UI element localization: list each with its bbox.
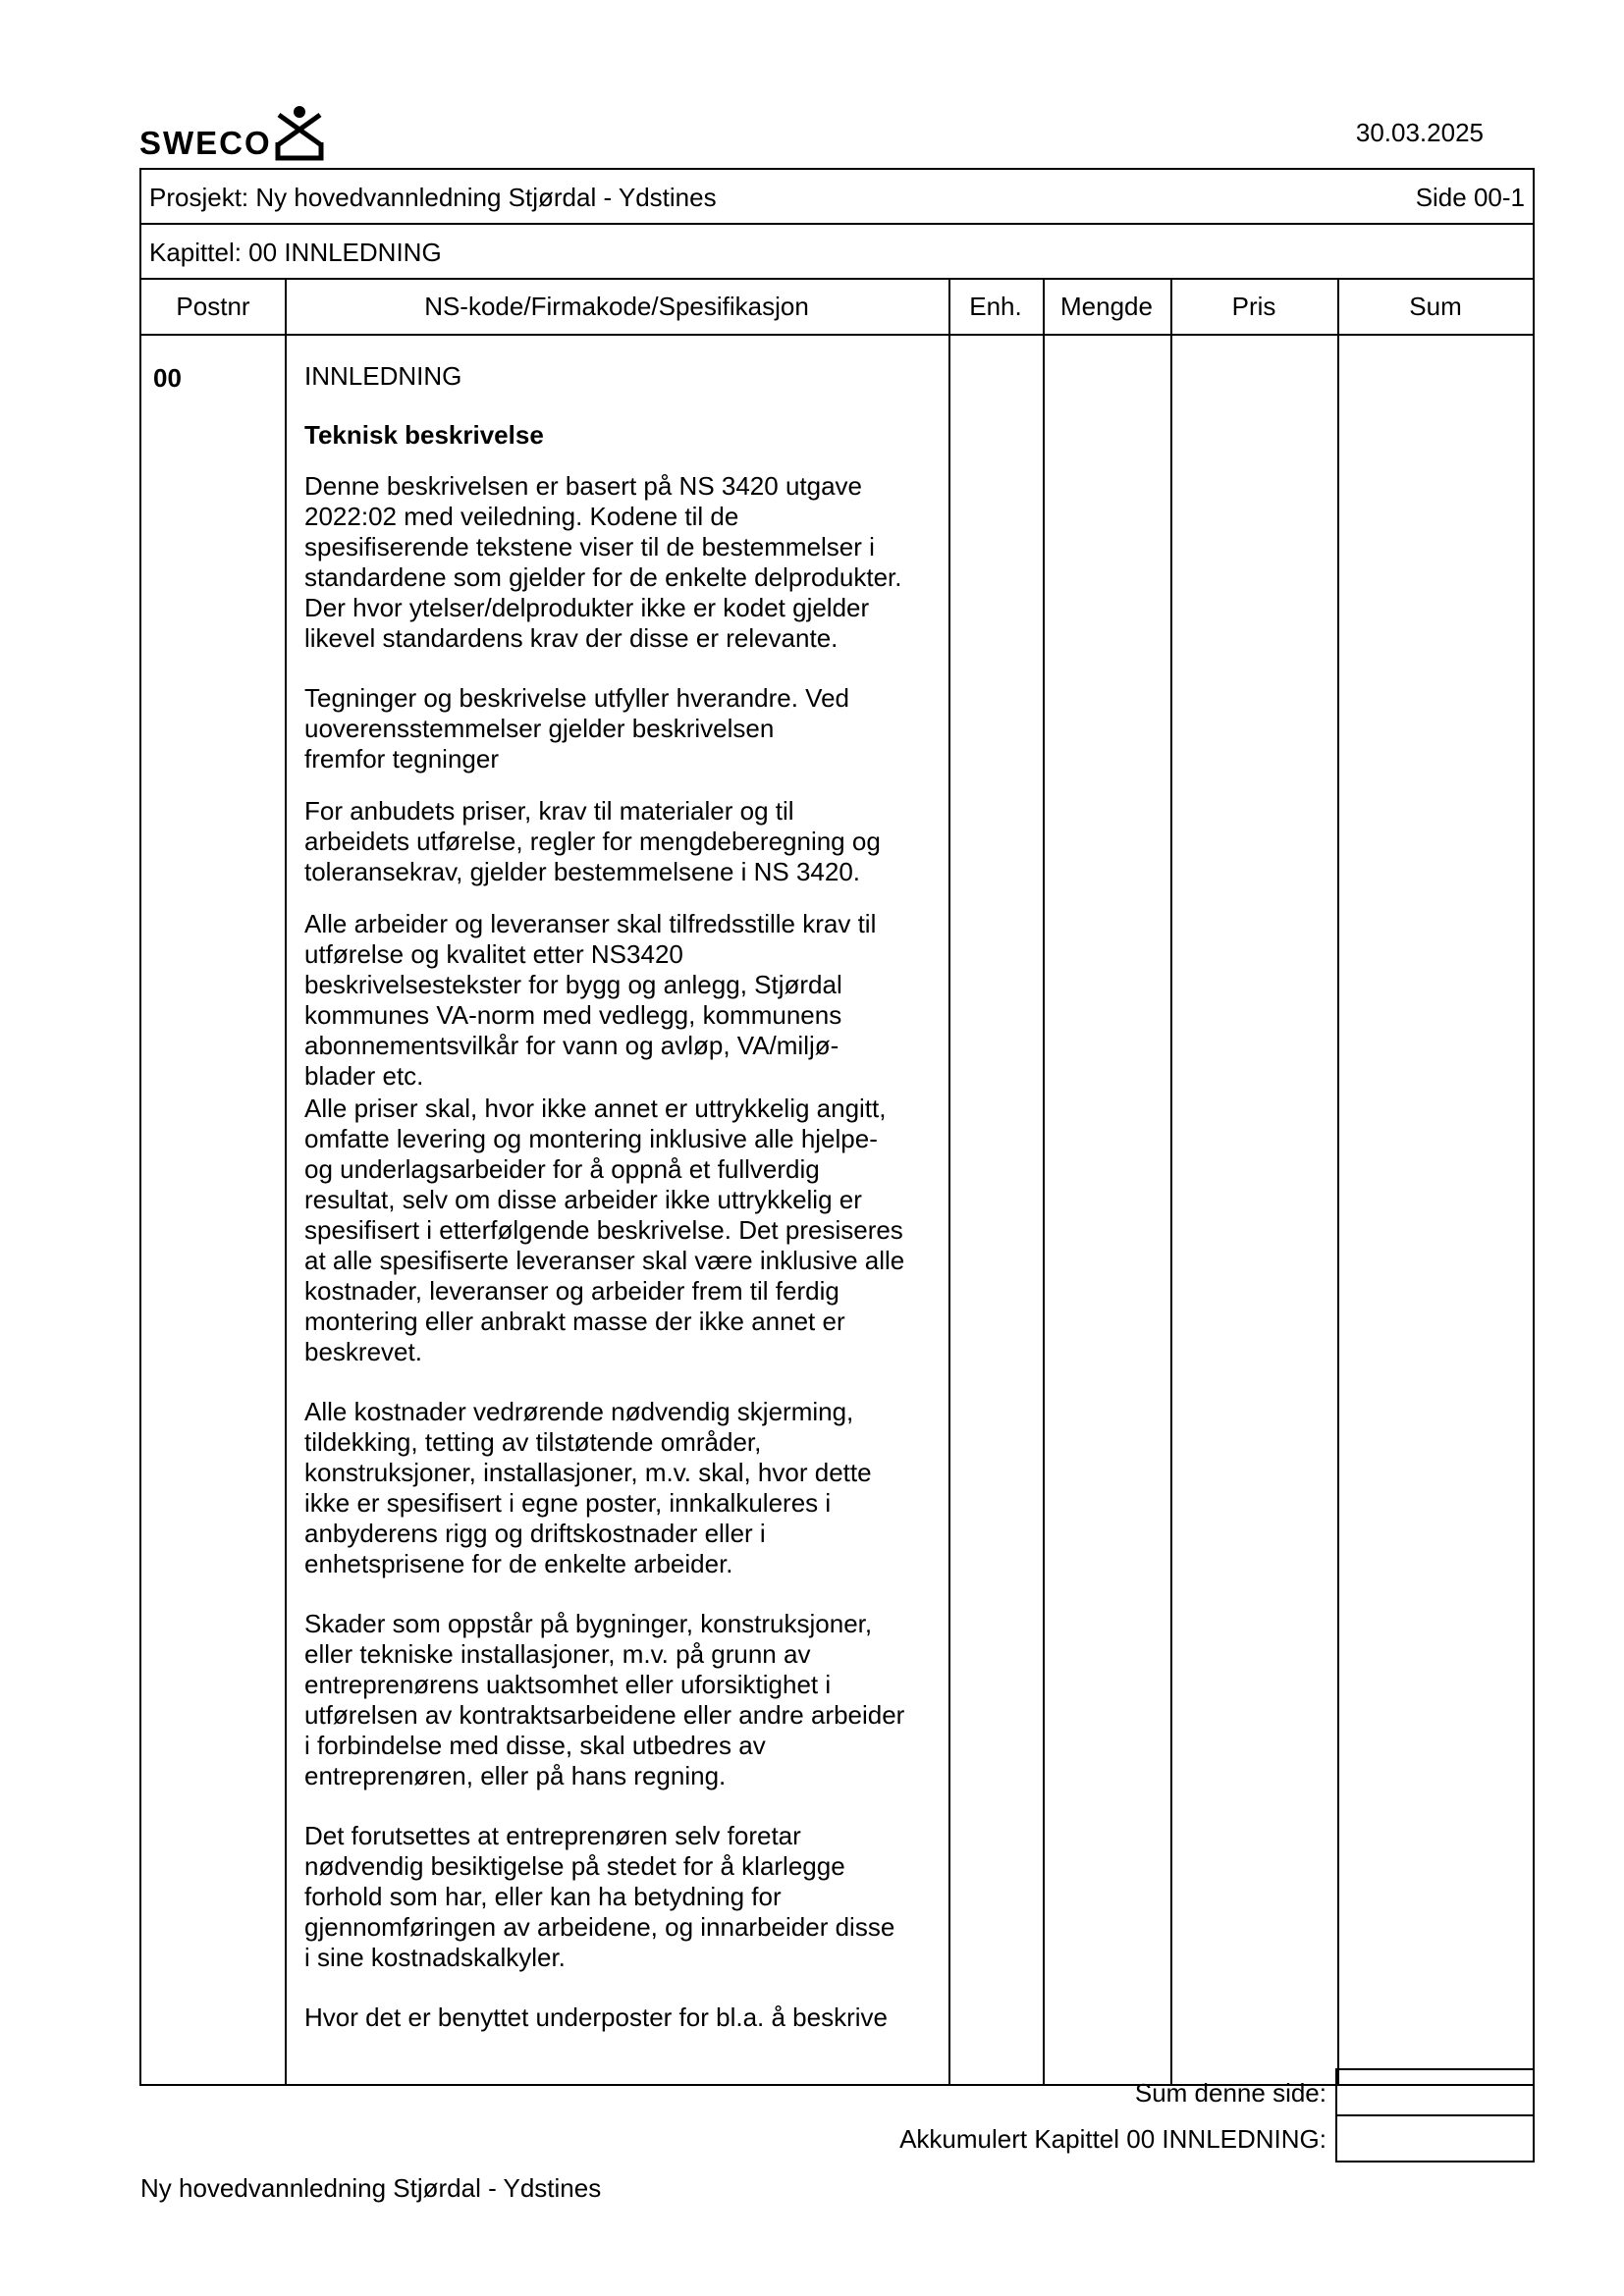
logo-text: SWECO [139,125,272,161]
section-title: INNLEDNING [304,361,462,391]
sweco-figure-icon [275,105,324,162]
row-divider [141,278,1533,280]
sweco-logo [139,105,326,162]
paragraph: Denne beskrivelsen er basert på NS 3420 utgave 2022:02 med veiledning. Kodene til de spesifiserende tekstene viser til de bestemmelser i standardene som gjelder for de enkelte delprodukter. Der hvor ytelser/delprodukter ikke er kodet gjelder likevel standardens krav der disse er relevante. [304,471,902,653]
accumulated-label: Akkumulert Kapittel 00 INNLEDNING: [899,2124,1326,2154]
column-divider [948,278,950,2084]
page-number: Side 00-1 [1415,183,1525,212]
column-header-spec: NS-kode/Firmakode/Spesifikasjon [424,292,809,321]
column-divider [1337,278,1339,2084]
column-header-quantity: Mengde [1060,292,1153,321]
project-name: Prosjekt: Ny hovedvannledning Stjørdal - Ydstines [149,183,717,212]
column-header-unit: Enh. [969,292,1022,321]
chapter-title: Kapittel: 00 INNLEDNING [149,238,442,267]
paragraph: Hvor det er benyttet underposter for bl.a. å beskrive [304,2002,888,2032]
footer-project-name: Ny hovedvannledning Stjørdal - Ydstines [140,2173,602,2203]
column-divider [1170,278,1172,2084]
paragraph: Det forutsettes at entreprenøren selv foretar nødvendig besiktigelse på stedet for å klarlegge forhold som har, eller kan ha betydning for gjennomføringen av arbeidene, og innarbeider disse i sine kostnadskalkyler. [304,1821,895,1972]
post-number: 00 [153,363,182,393]
column-divider [1043,278,1045,2084]
row-divider [141,223,1533,225]
row-divider [141,334,1533,336]
page-sum-box [1335,2068,1535,2116]
document-date: 30.03.2025 [1355,118,1484,147]
column-divider [285,278,287,2084]
page-sum-label: Sum denne side: [1134,2078,1326,2108]
paragraph: For anbudets priser, krav til materialer og til arbeidets utførelse, regler for mengdeberegning og toleransekrav, gjelder bestemmelsene i NS 3420. [304,796,881,886]
paragraph: Tegninger og beskrivelse utfyller hverandre. Ved uoverensstemmelser gjelder beskrivelsen fremfor tegninger [304,683,849,774]
paragraph: Alle arbeider og leveranser skal tilfredsstille krav til utførelse og kvalitet etter NS3420 beskrivelsestekster for bygg og anlegg, Stjørdal kommunes VA-norm med vedlegg, kommunens abonnementsvilkår for vann og avløp, VA/miljø- blader etc. [304,909,877,1091]
column-header-postnr: Postnr [176,292,250,321]
section-subtitle: Teknisk beskrivelse [304,420,544,450]
column-header-price: Pris [1231,292,1276,321]
paragraph: Skader som oppstår på bygninger, konstruksjoner, eller tekniske installasjoner, m.v. på grunn av entreprenørens uaktsomhet eller uforsiktighet i utførelsen av kontraktsarbeidene eller andre arbeider i forbindelse med disse, skal utbedres av entreprenøren, eller på hans regning. [304,1609,905,1790]
specification-text [304,361,943,2033]
paragraph: Alle kostnader vedrørende nødvendig skjerming, tildekking, tetting av tilstøtende områder, konstruksjoner, installasjoner, m.v. skal, hvor dette ikke er spesifisert i egne poster, innkalkuleres i anbyderens rigg og driftskostnader eller i enhetsprisene for de enkelte arbeider. [304,1397,872,1578]
accumulated-sum-box [1335,2114,1535,2163]
column-header-sum: Sum [1409,292,1462,321]
paragraph: Alle priser skal, hvor ikke annet er uttrykkelig angitt, omfatte levering og montering inklusive alle hjelpe- og underlagsarbeider for å oppnå et fullverdig resultat, selv om disse arbeider ikke uttrykkelig er spesifisert i etterfølgende beskrivelse. Det presiseres at alle spesifiserte leveranser skal være inklusive alle kostnader, leveranser og arbeider frem til ferdig montering eller anbrakt masse der ikke annet er beskrevet. [304,1094,905,1366]
